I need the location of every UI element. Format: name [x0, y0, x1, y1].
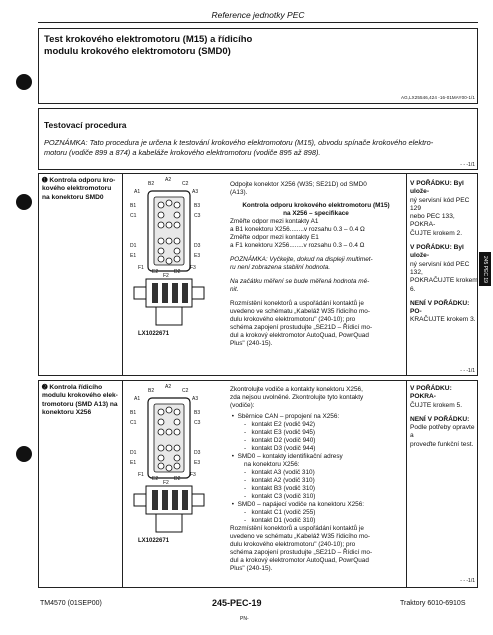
footer-code: PN- [240, 616, 249, 622]
note-line: ru není zobrazena stabilní hodnota. [230, 264, 331, 271]
group-can [230, 413, 402, 453]
procedure-heading: Testovací procedura [44, 120, 127, 130]
group-item: - kontakt B3 (vodič 310) [244, 485, 316, 492]
group-address [230, 453, 402, 501]
step2-title-line: modulu krokového elek- [42, 392, 118, 400]
pin-label: B1 [130, 203, 137, 209]
step1-text [230, 181, 402, 348]
result-line: ný servisní kód PEC 129 [410, 196, 470, 212]
pin-label: C2 [182, 181, 189, 187]
pin-label: B3 [194, 410, 201, 416]
result-ok [410, 244, 478, 294]
group-label-text: Sběrnice CAN – propojení na X256: [237, 413, 340, 420]
text-line: (vodiče): [230, 402, 255, 409]
pin-label: A3 [192, 396, 199, 402]
pin-label: F1 [138, 472, 144, 478]
pin-label: C1 [130, 420, 137, 426]
result-line: ný servisní kód PEC 132, [410, 260, 470, 276]
pin-label: D2 [174, 269, 181, 275]
text-line: schéma zapojení prostudujte „SE21D – Řídicí mo- [230, 549, 373, 556]
pin-label: D1 [130, 450, 137, 456]
spec-line: a F1 konektoru X256........v rozsahu 0.3 – 0.4 Ω [230, 242, 365, 249]
spec-title-line: na X256 – specifikace [283, 210, 349, 217]
reference-text [230, 300, 402, 348]
pin-label: B2 [148, 388, 155, 394]
note-label: POZNÁMKA: [44, 138, 88, 147]
section-title [44, 34, 364, 58]
pin-label: B1 [130, 410, 137, 416]
binder-hole [16, 446, 32, 462]
footer-left: TM4570 (01SEP00) [40, 600, 102, 607]
result-line: V POŘÁDKU: Byl ulože- [410, 244, 464, 260]
item-text: kontakt A2 (vodič 310) [251, 477, 315, 484]
group-item: - kontakt C3 (vodič 310) [244, 493, 316, 500]
image-caption: LX1022671 [138, 331, 170, 337]
binder-hole [16, 74, 32, 90]
item-text: kontakt B3 (vodič 310) [251, 485, 316, 492]
pin-label: A2 [165, 384, 172, 390]
pin-label: F3 [190, 265, 196, 271]
header-rule [38, 22, 478, 23]
col-divider [406, 380, 407, 588]
text-line: Plus" (240-15). [230, 340, 273, 347]
pin-label: B2 [148, 181, 155, 187]
pin-labels [126, 384, 212, 484]
group-label-text: SMD0 – napájecí vodiče na konektoru X256: [237, 501, 365, 508]
side-tab: 245 PEC 19 [479, 252, 491, 286]
step-number: ➋ [42, 384, 48, 391]
ag-label: AG,LX25546,424 -16-01MAY00-1/1 [401, 95, 475, 100]
result-not-ok [410, 300, 478, 325]
text-line: Plus" (240-15). [230, 565, 273, 572]
note-text: Tato procedura je určena k testování krokového elektromotoru (M15), obvodu spínače krokového elektro- [87, 138, 434, 147]
step1-title [42, 177, 120, 202]
pin-label: A1 [134, 189, 141, 195]
result-line: V POŘÁDKU: Byl ulože- [410, 180, 464, 196]
result-ok [410, 385, 478, 410]
text-line: (A13). [230, 189, 248, 196]
group-item: - kontakt A2 (vodič 310) [244, 477, 315, 484]
group-label: • Sběrnice CAN – propojení na X256: [230, 413, 340, 420]
pin-label: B3 [194, 203, 201, 209]
pin-label: E2 [152, 269, 159, 275]
step2-title [42, 384, 120, 418]
result-not-ok [410, 416, 478, 449]
item-text: kontakt D2 (vodič 940) [251, 437, 316, 444]
pin-label: A2 [165, 177, 172, 183]
group-item: - kontakt D2 (vodič 940) [244, 437, 316, 444]
result-line: NENÍ V POŘÁDKU: PO- [410, 299, 470, 316]
pin-label: E2 [152, 476, 159, 482]
item-text: kontakt E2 (vodič 942) [251, 421, 316, 428]
text-line: dulu krokového elektromotoru" (240-10); pro [230, 541, 356, 548]
group-item: - kontakt C1 (vodič 255) [244, 509, 316, 516]
pin-label: E3 [194, 460, 201, 466]
step1-title-line: Kontrola odporu kro- [49, 177, 116, 184]
text-line: Rozmístění konektorů a uspořádání kontaktů je [230, 525, 364, 532]
col-divider [122, 380, 123, 588]
step2-title-line: tromotoru (SMD A13) na [42, 400, 118, 408]
note-line: POZNÁMKA: Vyčkejte, dokud na displeji multimet- [230, 256, 373, 263]
group-label: • SMD0 – napájecí vodiče na konektoru X256: [230, 501, 365, 508]
result-ok [410, 180, 478, 238]
pin-label: C3 [194, 213, 201, 219]
pin-label: D2 [174, 476, 181, 482]
text-line: uvedeno ve schématu „Kabeláž W35 řídicího mo- [230, 308, 370, 315]
pin-label: A3 [192, 189, 199, 195]
result-line: V POŘÁDKU: POKRA- [410, 385, 452, 401]
page-marker: - - -1/1 [460, 162, 475, 168]
note-text: motoru (vodiče 899 a 874) a kabeláže krokového elektromotoru (vodiče 895 až 898). [44, 147, 321, 157]
pin-label: E1 [130, 460, 137, 466]
group-power [230, 501, 402, 525]
pin-label: E1 [130, 253, 137, 259]
pin-label: C1 [130, 213, 137, 219]
spec-title [230, 202, 402, 218]
item-text: kontakt D3 (vodič 944) [251, 445, 316, 452]
group-item: - kontakt D1 (vodič 310) [244, 517, 316, 524]
reference-text [230, 525, 402, 573]
pin-label: C3 [194, 420, 201, 426]
step2-title-line: Kontrola řídicího [49, 384, 103, 391]
text-line: uvedeno ve schématu „Kabeláž W35 řídicího mo- [230, 533, 370, 540]
item-text: kontakt A3 (vodič 310) [251, 469, 315, 476]
spec-line: Změřte odpor mezi kontakty A1 [230, 218, 319, 225]
text-line: dul a krokový elektromotor AutoQuad, PowrQuad [230, 332, 369, 339]
result-line: POKRAČUJTE krokem 6. [410, 277, 478, 293]
pin-label: F3 [190, 472, 196, 478]
result-line: NENÍ V POŘÁDKU: [410, 415, 470, 423]
step1-results [410, 180, 478, 325]
item-text: kontakt C3 (vodič 310) [251, 493, 316, 500]
pin-label: F2 [163, 480, 169, 486]
result-line: ČUJTE krokem 5. [410, 401, 463, 409]
text-line: Zkontrolujte vodiče a kontakty konektoru X256, [230, 386, 363, 393]
step2-text [230, 386, 402, 573]
item-text: kontakt E3 (vodič 945) [251, 429, 316, 436]
result-line: nebo PEC 133, POKRA- [410, 213, 455, 229]
group-label: • SMD0 – kontakty identifikační adresy [230, 453, 343, 460]
pin-label: D3 [194, 243, 201, 249]
pin-label: C2 [182, 388, 189, 394]
pin-label: D3 [194, 450, 201, 456]
item-text: kontakt C1 (vodič 255) [251, 509, 316, 516]
result-line: proveďte funkční test. [410, 440, 474, 448]
pin-label: A1 [134, 396, 141, 402]
group-item: - kontakt D3 (vodič 944) [244, 445, 316, 452]
note-line: Na začátku měření se bude měřená hodnota mě- [230, 278, 370, 285]
step2-results [410, 385, 478, 449]
group-label-text: SMD0 – kontakty identifikační adresy [237, 453, 343, 460]
result-line: KRAČUJTE krokem 3. [410, 316, 476, 324]
text-line: dulu krokového elektromotoru" (240-10); pro [230, 316, 356, 323]
col-divider [122, 173, 123, 376]
measure-note [230, 256, 402, 272]
group-item: - kontakt E2 (vodič 942) [244, 421, 316, 428]
step2-title-line: konektoru X256 [42, 409, 92, 417]
page-marker: - - -1/1 [460, 368, 475, 374]
note-line: nit. [230, 286, 239, 293]
text-line: Odpojte konektor X256 (W35; SE21D) od SMD0 [230, 181, 367, 188]
result-line: Podle potřeby opravte a [410, 424, 475, 440]
spec-line: Změřte odpor mezi kontakty E1 [230, 234, 319, 241]
text-line: zda nejsou uvolněné. Zkontrolujte tyto kontakty [230, 394, 364, 401]
step1-title-line: kového elektromotoru [42, 185, 112, 193]
pin-label: F2 [163, 273, 169, 279]
group-item: - kontakt E3 (vodič 945) [244, 429, 316, 436]
measure-note [230, 278, 402, 294]
image-caption: LX1022671 [138, 538, 170, 544]
pin-label: F1 [138, 265, 144, 271]
step-number: ➊ [42, 177, 48, 184]
page-marker: - - -1/1 [460, 578, 475, 584]
group-item: - kontakt A3 (vodič 310) [244, 469, 315, 476]
binder-hole [16, 194, 32, 210]
step1-title-line: na konektoru SMD0 [42, 193, 104, 201]
pin-label: E3 [194, 253, 201, 259]
result-line: ČUJTE krokem 2. [410, 229, 463, 237]
spec-line: a B1 konektoru X256........v rozsahu 0.3 – 0.4 Ω [230, 226, 365, 233]
item-text: kontakt D1 (vodič 310) [251, 517, 316, 524]
pin-label: D1 [130, 243, 137, 249]
footer-center: 245-PEC-19 [212, 598, 262, 608]
text-line: dul a krokový elektromotor AutoQuad, PowrQuad [230, 557, 369, 564]
spec-title-line: Kontrola odporu krokového elektromotoru (M15) [242, 202, 390, 209]
text-line: schéma zapojení prostudujte „SE21D – Řídicí mo- [230, 324, 373, 331]
col-divider [406, 173, 407, 376]
procedure-note [44, 138, 472, 157]
group-label-text: na konektoru X256: [244, 461, 300, 468]
footer-right: Traktory 6010-6910S [400, 600, 466, 607]
section-title-line: Test krokového elektromotoru (M15) a řídicího [44, 34, 253, 45]
text-line: Rozmístění konektorů a uspořádání kontaktů je [230, 300, 364, 307]
pin-labels [126, 177, 212, 277]
section-title-line: modulu krokového elektromotoru (SMD0) [44, 46, 231, 57]
page-header: Reference jednotky PEC [211, 10, 305, 20]
